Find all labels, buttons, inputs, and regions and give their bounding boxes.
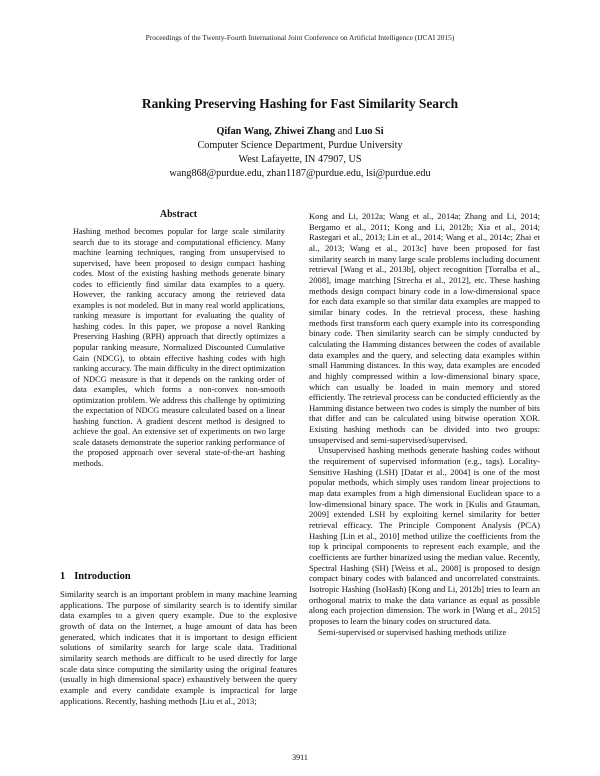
abstract-text: Hashing method becomes popular for large scale similarity search due to its storage and computational efficiency. Many machine learning techniques, ranging from unsupervised to supervised, have been proposed to design compact hashing codes. Most of the existing hashing methods generate binary codes to efficiently find similar data examples to a query. However, the ranking accuracy among the retrieved data examples is not modeled. But in many real world applications, ranking measure is important for evaluating the quality of hashing codes. In this paper, we propose a novel Ranking Preserving Hashing (RPH) approach that directly optimizes a popular ranking measure, Normalized Discounted Cumulative Gain (NDCG), to obtain effective hashing codes with high ranking accuracy. The main difficulty in the direct optimization of NDCG measure is that it depends on the ranking order of data examples, which forms a non-convex non-smooth optimization problem. We address this challenge by optimizing the expectation of NDCG measure calculated based on a linear hashing function. A gradient descent method is designed to achieve the goal. An extensive set of experiments on two large scale datasets demonstrate the superior ranking performance of the proposed approach over several state-of-the-art hashing methods. — [73, 227, 285, 469]
right-paragraph-3: Semi-supervised or supervised hashing methods utilize — [318, 626, 507, 637]
author-and: and — [337, 126, 353, 137]
author-block — [0, 125, 600, 181]
paper-title: Ranking Preserving Hashing for Fast Similarity Search — [141, 96, 459, 111]
section-heading-introduction — [60, 571, 131, 582]
right-paragraph-1: Kong and Li, 2012a; Wang et al., 2014a; Zhang and Li, 2014; Bergamo et al., 2011; Kong and Li, 2012b; Xia et al., 2014; Rastegari et al., 2013; Lin et al., 2014; Wang et al., 2014c; Zhai et al., 2013; Wang et al., 2013c] have been proposed for fast similarity search in many large scale problems including document retrieval [Wang et al., 2013b], object recognition [Torralba et al., 2008], image matching [Strecha et al., 2012], etc. These hashing methods design compact binary code in a low-dimensional space for each data example so that similar data examples are mapped to similar binary codes. In the retrieval process, these hashing methods first transform each query example into its corresponding binary code. Then similarity search can be simply conducted by calculating the Hamming distances between the codes of available data examples and the query, and selecting data examples within small Hamming distances. In this way, data examples are encoded and highly compressed within a low-dimensional binary space, which can usually be loaded in main memory and stored efficiently. The retrieval process can be conducted efficiently as the Hamming distance between two codes is simply the number of bits that differ and can be calculated using bitwise operation XOR. Existing hashing methods can be divided into two groups: unsupervised and semi-supervised/supervised. — [309, 211, 540, 445]
author-emails: wang868@purdue.edu, zhan1187@purdue.edu, lsi@purdue.edu — [169, 168, 431, 179]
running-header: Proceedings of the Twenty-Fourth International Joint Conference on Artificial Intelligence (IJCAI 2015) — [145, 33, 455, 42]
section-number: 1 — [60, 571, 66, 582]
section-title: Introduction — [74, 571, 131, 582]
introduction-body — [60, 589, 297, 706]
intro-paragraph: Similarity search is an important problem in many machine learning applications. The purpose of similarity search is to identify similar data examples to a given query example. Due to the explosive growth of data on the Internet, a huge amount of data has been generated, which indicates that it is important to design efficient solutions of similarity search for large scale data. Traditional similarity search methods are difficult to be used directly for large scale data since computing the similarity using the original features (usually in high dimensional space) exhaustively between the query example and every candidate example is impractical for large applications. Recently, hashing methods [Liu et al., 2013; — [60, 589, 297, 706]
abstract-heading: Abstract — [159, 209, 198, 220]
author-names-a: Qifan Wang, Zhiwei Zhang — [216, 126, 336, 137]
right-paragraph-2: Unsupervised hashing methods generate hashing codes without the requirement of supervised information (e.g., tags). Locality-Sensitive Hashing (LSH) [Datar et al., 2004] is one of the most popular methods, which simply uses random linear projections to map data examples from a high dimensional Euclidean space to a low-dimensional binary space. The work in [Kulis and Grauman, 2009] extended LSH by exploiting kernel similarity for better retrieval efficacy. The Principle Component Analysis (PCA) Hashing [Lin et al., 2010] method utilize the coefficients from the top k principal components to represent each example, and the coefficients are further binarized using the median value. Recently, Spectral Hashing (SH) [Weiss et al., 2008] is proposed to design compact binary codes with balanced and uncorrelated constraints. Isotropic Hashing (IsoHash) [Kong and Li, 2012b] tries to learn an orthogonal matrix to make the data variance as equal as possible along each projection dimension. The work in [Wang et al., 2015] proposes to learn the binary codes on structured data. — [309, 445, 540, 626]
author-address: West Lafayette, IN 47907, US — [238, 154, 362, 165]
author-names-b: Luo Si — [354, 126, 384, 137]
right-column-body — [309, 211, 540, 637]
page-number: 3911 — [292, 753, 308, 762]
author-names — [0, 125, 600, 139]
author-affiliation: Computer Science Department, Purdue University — [197, 140, 403, 151]
